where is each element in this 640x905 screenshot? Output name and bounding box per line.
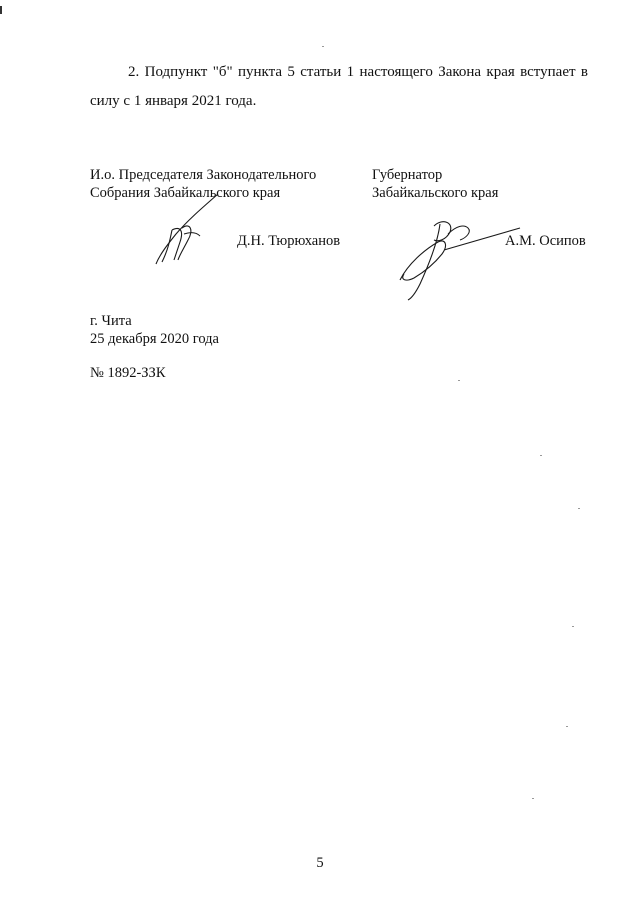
left-signature: [150, 190, 230, 270]
left-title-line-1: И.о. Председателя Законодательного: [90, 167, 317, 183]
right-signatory-name: А.М. Осипов: [505, 233, 586, 249]
body-paragraph: 2. Подпункт "б" пункта 5 статьи 1 настоящего Закона края вступает в силу с 1 января 2021 года.: [90, 64, 588, 109]
scan-speck: [578, 508, 580, 509]
scan-edge-mark: [0, 6, 2, 14]
scan-speck: [566, 726, 568, 727]
place: г. Чита: [90, 313, 132, 329]
law-number: № 1892-ЗЗК: [90, 365, 166, 381]
scan-speck: [322, 46, 324, 47]
scan-speck: [540, 455, 542, 456]
page-number: 5: [316, 855, 324, 871]
right-signatory-title: [372, 166, 498, 202]
scan-speck: [572, 626, 574, 627]
right-title-line-1: Губернатор: [372, 167, 443, 183]
scan-speck: [458, 380, 460, 381]
scan-speck: [532, 798, 534, 799]
date: 25 декабря 2020 года: [90, 331, 219, 347]
left-title-line-2: Собрания Забайкальского края: [90, 185, 281, 201]
place-and-date: [90, 312, 219, 348]
left-signatory-name: Д.Н. Тюрюханов: [237, 233, 341, 249]
right-signature: [394, 210, 524, 302]
right-title-line-2: Забайкальского края: [372, 185, 499, 201]
